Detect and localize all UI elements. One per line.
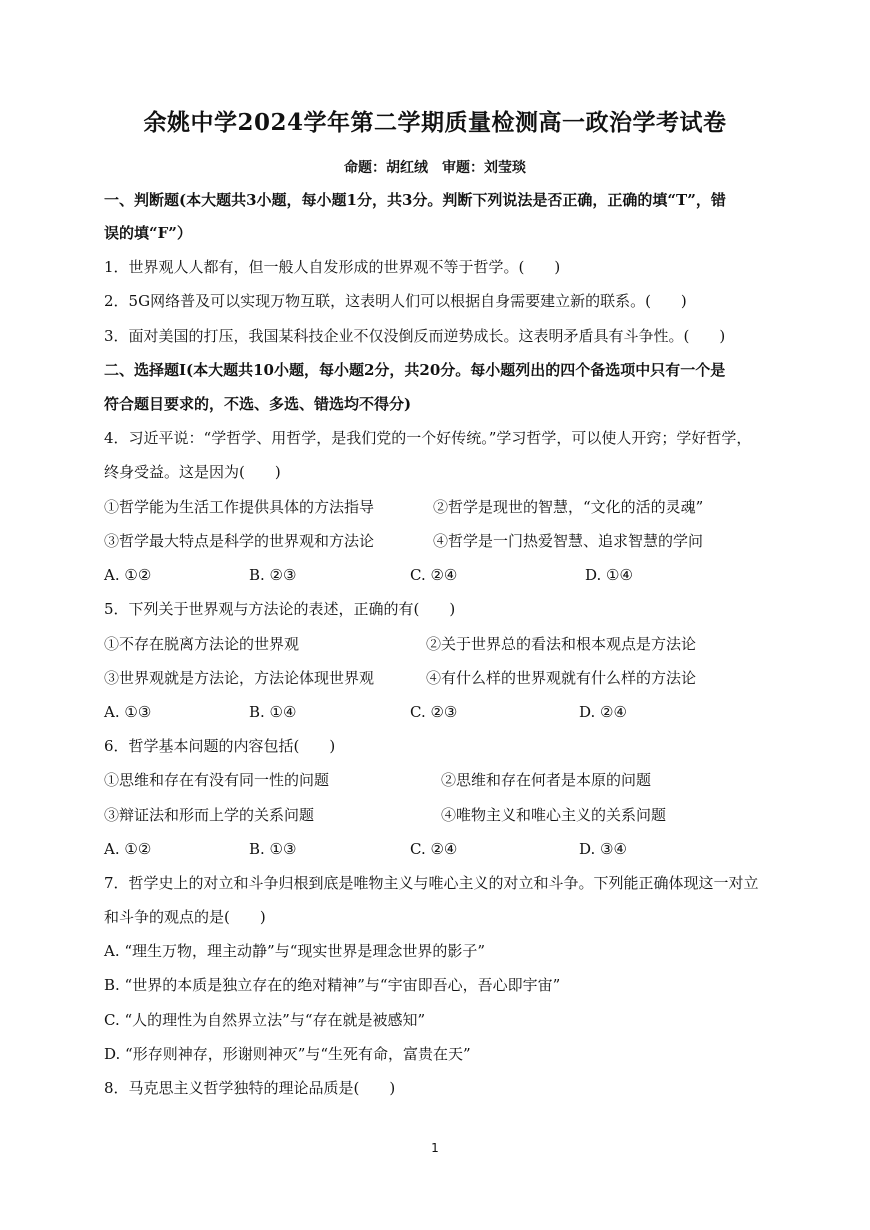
q5-option-c: C. ②③	[410, 703, 458, 721]
question-1: 1．世界观人人都有，但一般人自发形成的世界观不等于哲学。( )	[104, 258, 561, 276]
proposer: 命题：胡红绒	[344, 160, 428, 176]
q6-statement-3: ③辩证法和形而上学的关系问题	[104, 806, 315, 824]
q6-statement-4: ④唯物主义和唯心主义的关系问题	[441, 806, 667, 824]
q5-option-b: B. ①④	[249, 703, 297, 721]
question-6-stem: 6．哲学基本问题的内容包括( )	[104, 737, 336, 755]
question-3: 3．面对美国的打压，我国某科技企业不仅没倒反而逆势成长。这表明矛盾具有斗争性。( )	[104, 327, 726, 345]
q4-statement-4: ④哲学是一门热爱智慧、追求智慧的学问	[433, 532, 704, 550]
question-2: 2．5G网络普及可以实现万物互联，这表明人们可以根据自身需要建立新的联系。( )	[104, 292, 687, 310]
question-5-stem: 5．下列关于世界观与方法论的表述，正确的有( )	[104, 600, 456, 618]
q4-option-a: A. ①②	[104, 566, 152, 584]
q6-statement-1: ①思维和存在有没有同一性的问题	[104, 771, 330, 789]
section1-heading-cont: 误的填“F”）	[104, 224, 192, 242]
q4-option-d: D. ①④	[585, 566, 633, 584]
q5-statement-4: ④有什么样的世界观就有什么样的方法论	[426, 669, 697, 687]
authors-line	[0, 157, 870, 177]
exam-title: 余姚中学2024学年第二学期质量检测高一政治学考试卷	[143, 109, 727, 136]
q7-option-a: A. “理生万物，理主动静”与“现实世界是理念世界的影子”	[104, 942, 486, 960]
q4-statement-2: ②哲学是现世的智慧，“文化的活的灵魂”	[433, 498, 704, 516]
question-8-stem: 8．马克思主义哲学独特的理论品质是( )	[104, 1079, 396, 1097]
q5-option-d: D. ②④	[579, 703, 627, 721]
q6-statement-2: ②思维和存在何者是本原的问题	[441, 771, 652, 789]
q7-option-c: C. “人的理性为自然界立法”与“存在就是被感知”	[104, 1011, 426, 1029]
question-7-stem: 7．哲学史上的对立和斗争归根到底是唯物主义与唯心主义的对立和斗争。下列能正确体现这一对立	[104, 874, 759, 892]
q6-option-c: C. ②④	[410, 840, 458, 858]
q4-option-c: C. ②④	[410, 566, 458, 584]
question-4-stem-cont: 终身受益。这是因为( )	[104, 463, 281, 481]
q6-option-b: B. ①③	[249, 840, 297, 858]
q5-option-a: A. ①③	[104, 703, 152, 721]
q7-option-d: D. “形存则神存，形谢则神灭”与“生死有命，富贵在天”	[104, 1045, 471, 1063]
question-7-stem-cont: 和斗争的观点的是( )	[104, 908, 266, 926]
q5-statement-3: ③世界观就是方法论，方法论体现世界观	[104, 669, 375, 687]
section2-heading-cont: 符合题目要求的，不选、多选、错选均不得分)	[104, 395, 412, 413]
q6-option-a: A. ①②	[104, 840, 152, 858]
q4-statement-1: ①哲学能为生活工作提供具体的方法指导	[104, 498, 375, 516]
reviewer: 审题：刘莹琰	[442, 160, 526, 176]
q7-option-b: B. “世界的本质是独立存在的绝对精神”与“宇宙即吾心，吾心即宇宙”	[104, 976, 561, 994]
q4-option-b: B. ②③	[249, 566, 297, 584]
question-4-stem: 4．习近平说：“学哲学、用哲学，是我们党的一个好传统。”学习哲学，可以使人开窍；学好哲学，	[104, 429, 752, 447]
q4-statement-3: ③哲学最大特点是科学的世界观和方法论	[104, 532, 375, 550]
q5-statement-2: ②关于世界总的看法和根本观点是方法论	[426, 635, 697, 653]
q6-option-d: D. ③④	[579, 840, 627, 858]
q5-statement-1: ①不存在脱离方法论的世界观	[104, 635, 300, 653]
section2-heading: 二、选择题Ⅰ(本大题共10小题，每小题2分，共20分。每小题列出的四个备选项中只有一个是	[104, 361, 726, 379]
page-number: 1	[431, 1141, 439, 1155]
section1-heading: 一、判断题(本大题共3小题，每小题1分，共3分。判断下列说法是否正确，正确的填“T”，错	[104, 191, 726, 209]
